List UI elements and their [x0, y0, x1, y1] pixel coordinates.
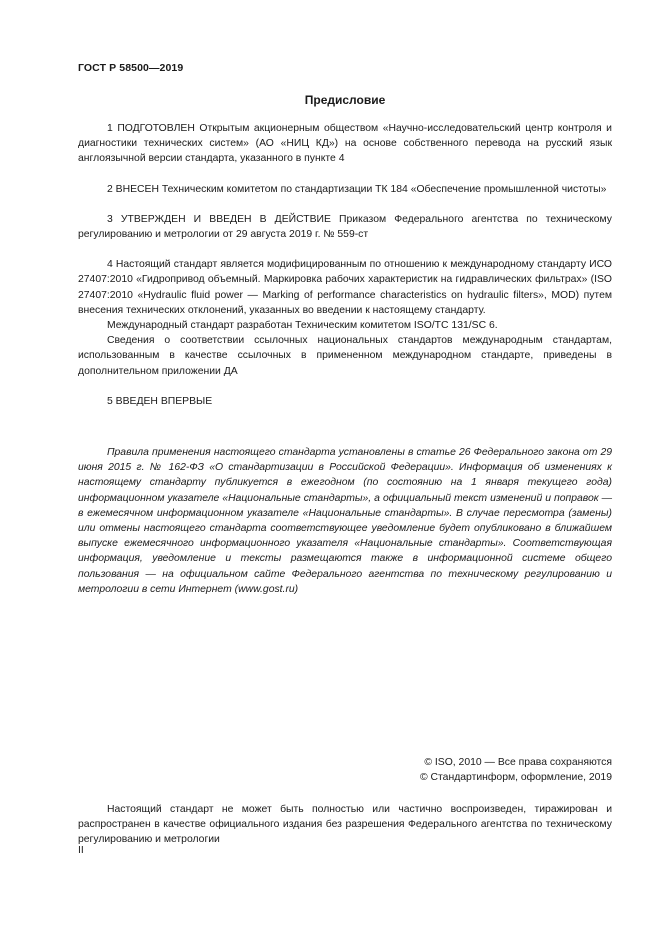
item-introduced: 5 ВВЕДЕН ВПЕРВЫЕ [107, 395, 213, 407]
item-references-info: Сведения о соответствии ссылочных национальных стандартов международным стандартам, использованным в качестве ссылочных в примененном международном стандарте, приведены в дополнительном приложении ДА [78, 335, 612, 377]
item-developer-committee: Международный стандарт разработан Техническим комитетом ISO/TC 131/SC 6. [107, 320, 498, 332]
application-rules-notice: Правила применения настоящего стандарта установлены в статье 26 Федерального закона от 29 июня 2015 г. № 162-ФЗ «О стандартизации в Российской Федерации». Информация об изменениях к настоящему стандарту публикуется в ежегодном (по состоянию на 1 января текущего года) информационном указателе «Национальные стандарты», а официальный текст изменений и поправок — в ежемесячном информационном указателе «Национальные стандарты». В случае пересмотра (замены) или отмены настоящего стандарта соответствующее уведомление будет опубликовано в ближайшем выпуске ежемесячного информационного указателя «Национальные стандарты». Соответствующая информация, уведомление и тексты размещаются также в информационной системе общего пользования — на официальном сайте Федерального агентства по техническому регулированию и метрологии в сети Интернет (www.gost.ru) [78, 447, 612, 595]
page-number: II [78, 845, 84, 856]
item-modification: 4 Настоящий стандарт является модифицированным по отношению к международному стандарту ИСО 27407:2010 «Гидропривод объемный. Маркировка рабочих характеристик на гидравлических фильтрах» (ISO 27407:2010 «Hydraulic fluid power — Marking of performance characteristics on hydraulic filters», MOD) путем внесения технических отклонений, указанных во введении к настоящему стандарту. [78, 259, 612, 316]
item-submitted: 2 ВНЕСЕН Техническим комитетом по стандартизации ТК 184 «Обеспечение промышленной чистоты» [107, 183, 607, 195]
item-approved: 3 УТВЕРЖДЕН И ВВЕДЕН В ДЕЙСТВИЕ Приказом Федерального агентства по техническому регулированию и метрологии от 29 августа 2019 г. № 559-ст [78, 213, 612, 241]
copyright-standartinform: © Стандартинформ, оформление, 2019 [419, 772, 612, 784]
reproduction-text: Настоящий стандарт не может быть полностью или частично воспроизведен, тиражирован и распространен в качестве официального издания без разрешения Федерального агентства по техническому регулированию и метрологии [78, 804, 612, 846]
preface-body [78, 121, 612, 597]
page-title: Предисловие [304, 93, 386, 107]
copyright-iso: © ISO, 2010 — Все права сохраняются [424, 757, 612, 768]
reproduction-notice [78, 802, 612, 848]
copyright-block [420, 755, 612, 785]
standard-code: ГОСТ Р 58500—2019 [78, 62, 184, 74]
item-prepared: 1 ПОДГОТОВЛЕН Открытым акционерным обществом «Научно-исследовательский центр контроля и диагностики технических систем» (АО «НИЦ КД») на основе собственного перевода на русский язык англоязычной версии стандарта, указанного в пункте 4 [78, 123, 612, 165]
